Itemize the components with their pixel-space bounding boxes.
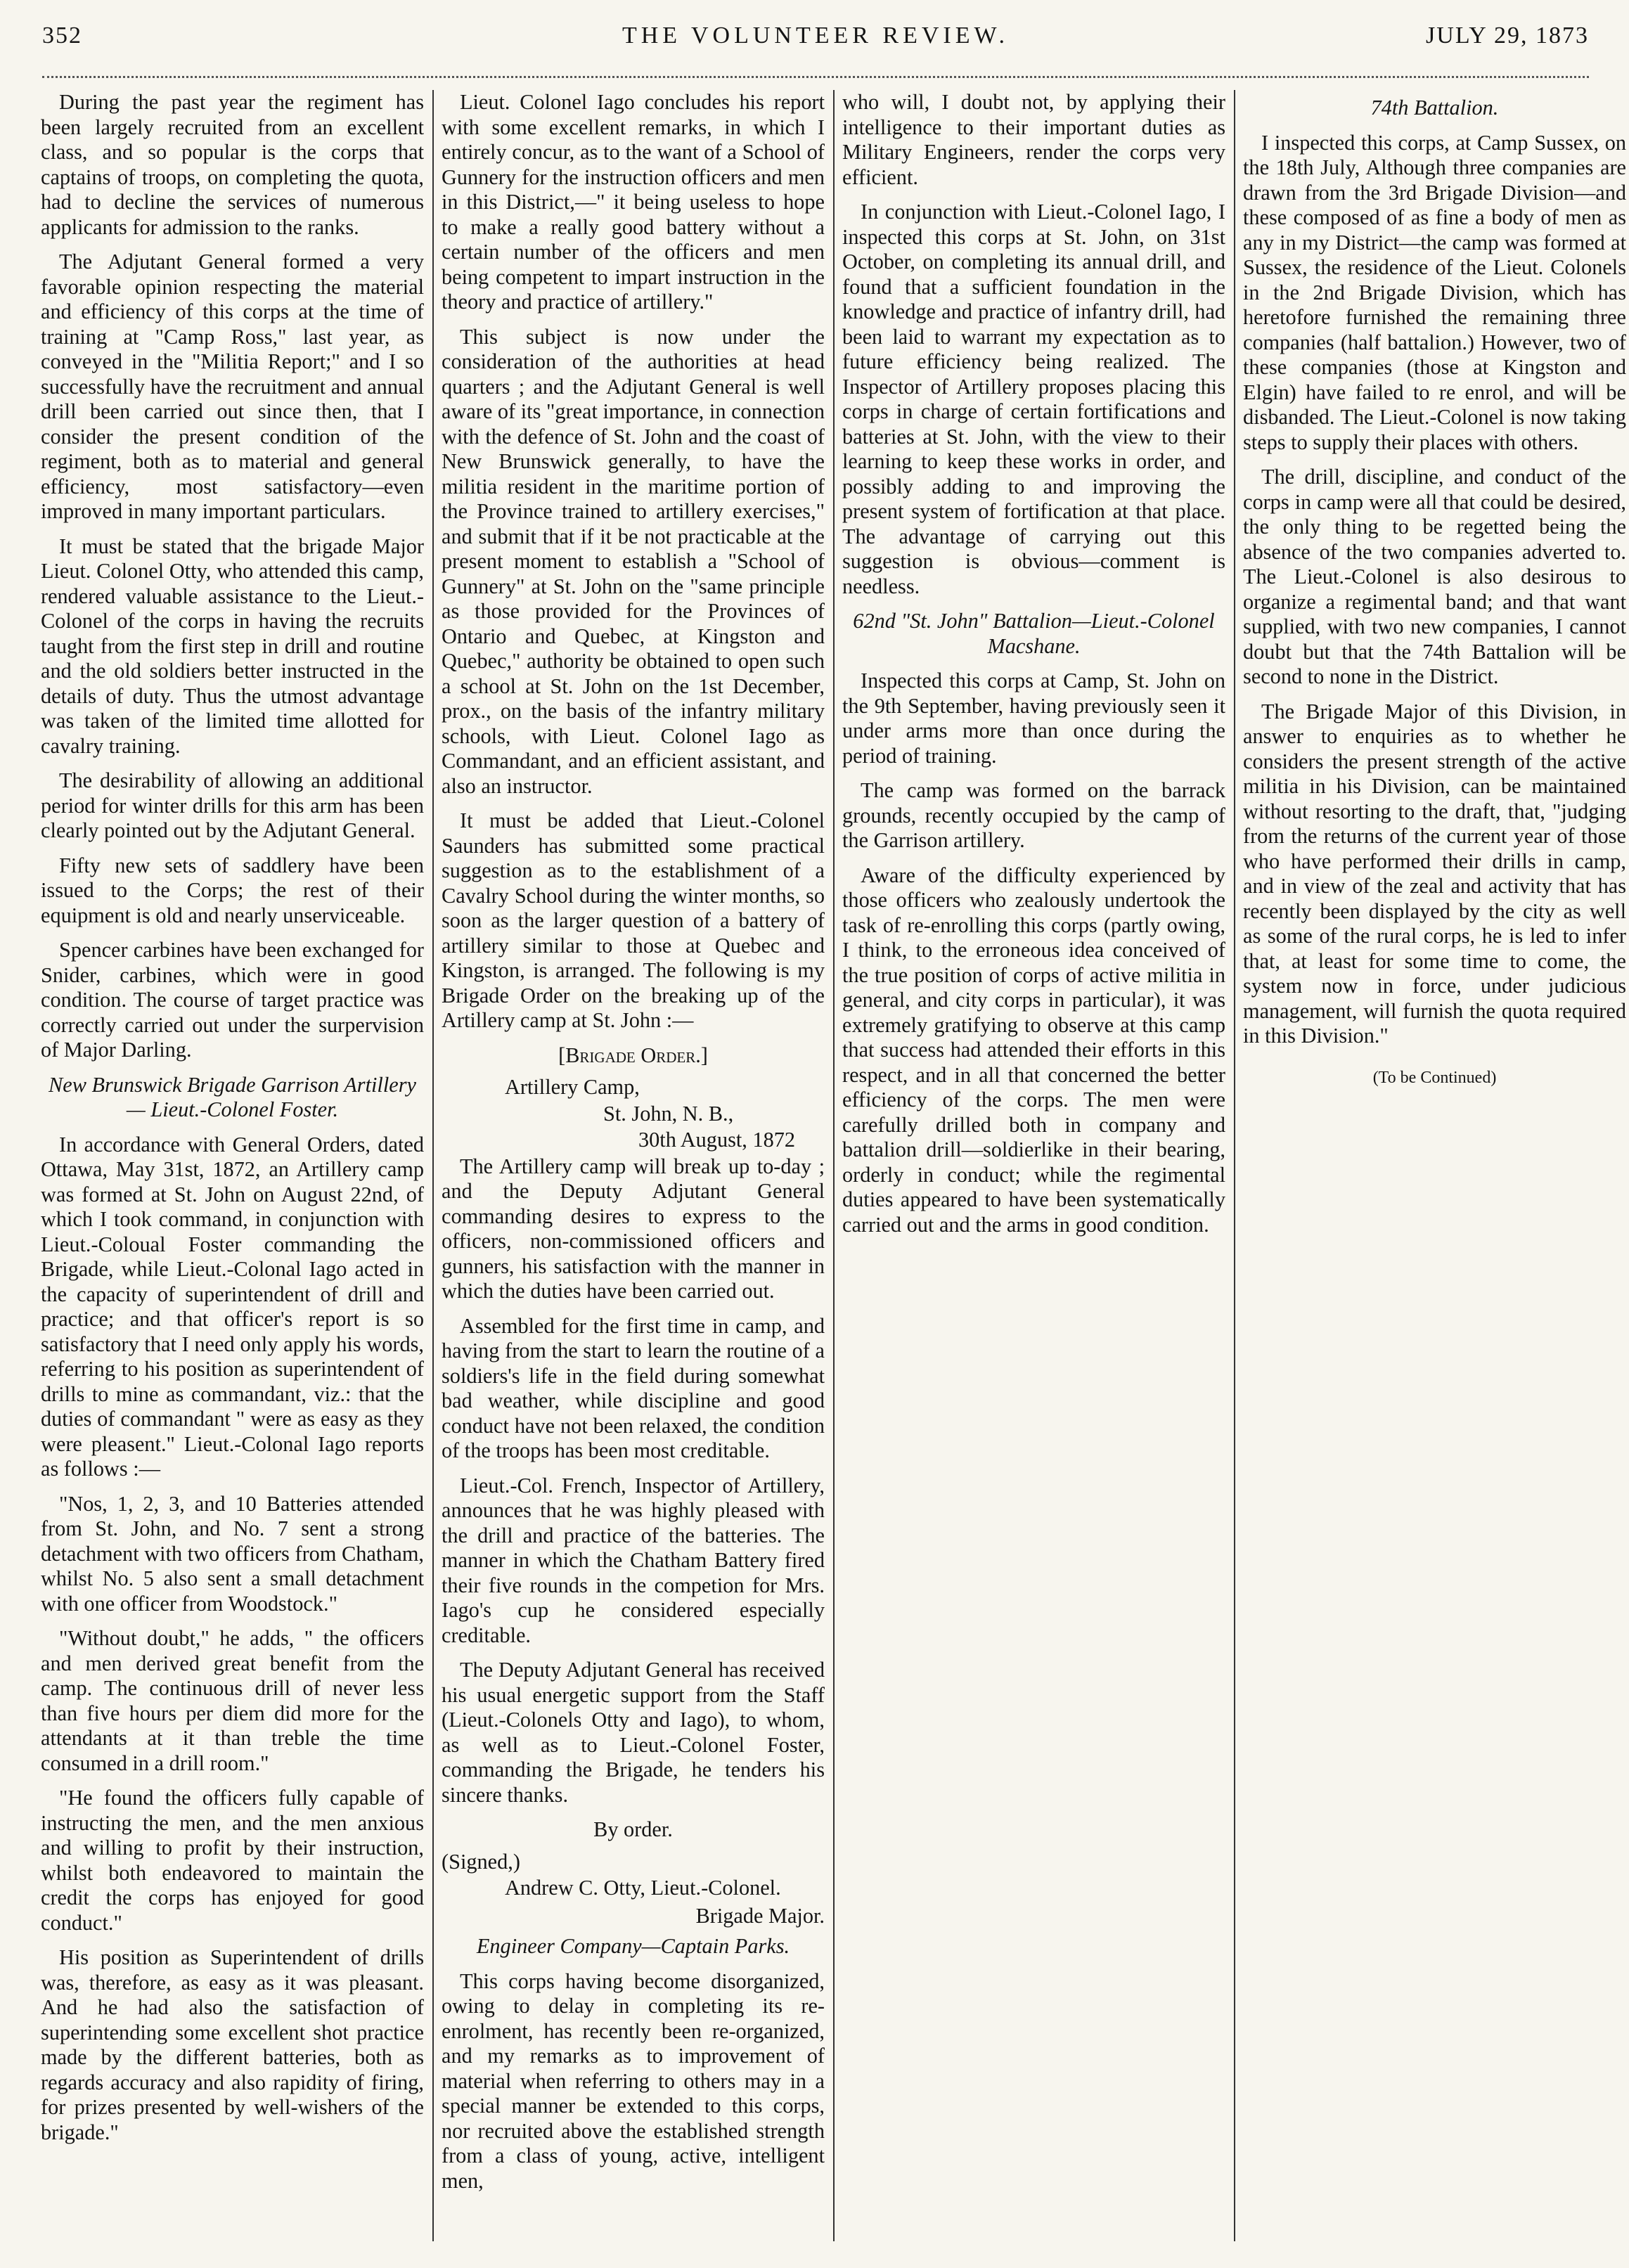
article-paragraph: In conjunction with Lieut.-Colonel Iago, I inspected this corps at St. John, on 31st October, on completing its annual drill, and found that a sufficient foundation in the knowledge and practice of infantry drill, had been laid to warrant my expectation as to future efficiency being realized. The Inspector of Artillery proposes placing this corps in charge of certain fortifications and batteries at St. John, with the view to their learning to keep these works in order, and possibly adding to and improving the present system of fortification at that place. The advantage of carrying out this suggestion is obvious—comment is needless. [842, 200, 1225, 598]
article-paragraph: 30th August, 1872 [638, 1128, 796, 1152]
column-divider [432, 90, 434, 2241]
article-paragraph: Aware of the difficulty experienced by those officers who zealously undertook the task of re-enrolling this corps (partly owing, I think, to the erroneous idea conceived of the true position of corps of active militia in general, and city corps in particular), it was extremely gratifying to observe at this camp that success had attended their efforts in this respect, and in all that concerned the better efficiency of the corps. The men were carefully drilled both in company and battalion drill—soldierlike in their bearing, orderly in conduct; while the regimental duties appeared to have been systematically carried out and the arms in good condition. [842, 863, 1225, 1237]
article-paragraph: This subject is now under the consideration of the authorities at head quarters ; and the Adjutant General is well aware of its "great importance, in connection with the defence of St. John and the coast of New Brunswick generally, to have the militia resident in the maritime portion of the Province trained to artillery exercises," and submit that if it be not practicable at the present moment to establish a "School of Gunnery" at St. John on the "same principle as those provided for the Provinces of Ontario and Quebec, at Kingston and Quebec," authority be obtained to open such a school at St. John on the 1st December, prox., on the basis of the infantry military schools, with Lieut. Colonel Iago as Commandant, and an efficient assistant, and also an instructor. [442, 324, 825, 798]
article-paragraph: The Adjutant General formed a very favorable opinion respecting the material and efficiency of this corps at the time of training at "Camp Ross," last year, as conveyed in the "Militia Report;" and I so successfully have the recruitment and annual drill been carried out since then, that I consider the present condition of the regiment, both as to material and general efficiency, most satisfactory—even improved in many important particulars. [41, 250, 424, 523]
article-paragraph: The drill, discipline, and conduct of the corps in camp were all that could be desired, the only thing to be regetted being the absence of the two companies adverted to. The Lieut.-Colonel is also desirous to organize a regimental band; and that want supplied, with two new companies, I cannot doubt but that the 74th Battalion will be second to none in the District. [1243, 465, 1626, 688]
article-paragraph: [Brigade Order.] [558, 1043, 708, 1067]
section-heading: Engineer Company—Captain Parks. [476, 1934, 790, 1958]
article-paragraph: I inspected this corps, at Camp Sussex, on the 18th July, Although three companies are drawn from the 3rd Brigade Division—and these composed of as fine a body of men as any in my District—the camp was formed at Sussex, the residence of the Lieut. Colonels in the 2nd Brigade Division, which has heretofore furnished the remaining three companies (half battalion.) However, two of these companies (those at Kingston and Elgin) have failed to re enrol, and will be disbanded. The Lieut.-Colonel is now taking steps to supply their places with others. [1243, 130, 1626, 454]
newspaper-title: THE VOLUNTEER REVIEW. [622, 22, 1009, 49]
article-column-4 [1243, 90, 1626, 2241]
article-paragraph: Brigade Major. [695, 1903, 825, 1928]
article-paragraph: (To be Continued) [1372, 1068, 1497, 1087]
article-column-3 [842, 90, 1225, 2241]
article-paragraph: who will, I doubt not, by applying their intelligence to their important duties as Military Engineers, render the corps very efficient. [842, 90, 1225, 189]
article-paragraph: The Artillery camp will break up to-day ; and the Deputy Adjutant General commanding desires to express to the officers, non-commissioned officers and gunners, his satisfaction with the manner in which the duties have been carried out. [442, 1154, 825, 1303]
article-paragraph: Artillery Camp, [505, 1075, 640, 1099]
article-column-1 [41, 90, 424, 2241]
article-paragraph: Lieut.-Col. French, Inspector of Artillery, announces that he was highly pleased with the drill and practice of the batteries. The manner in which the Chatham Battery fired their five rounds in the competion for Mrs. Iago's cup he considered especially creditable. [442, 1473, 825, 1647]
article-paragraph: Fifty new sets of saddlery have been issued to the Corps; the rest of their equipment is old and nearly unserviceable. [41, 853, 424, 927]
article-paragraph: The Brigade Major of this Division, in answer to enquiries as to whether he considers the present strength of the active militia in his Division, can be maintained without resorting to the draft, that, "judging from the returns of the current year of those who have performed their drills in camp, and in view of the zeal and activity that has recently been displayed by the city as well as some of the rural corps, he is led to infer that, at least for some time to come, the system now in force, under judicious management, will furnish the quota required in this Division." [1243, 699, 1626, 1048]
section-heading: New Brunswick Brigade Garrison Artillery— Lieut.-Colonel Foster. [49, 1072, 416, 1121]
article-paragraph: Assembled for the first time in camp, and having from the start to learn the routine of a soldiers's life in the field during somewhat bad weather, while discipline and good conduct have not been relaxed, the condition of the troops has been most creditable. [442, 1313, 825, 1462]
article-paragraph: This corps having become disorganized, owing to delay in completing its re-enrolment, has recently been re-organized, and my remarks as to improvement of material when referring to others may in a special manner be extended to this corps, nor recruited above the established strength from a class of young, active, intelligent men, [442, 1969, 825, 2193]
article-paragraph: "He found the officers fully capable of instructing the men, and the men anxious and willing to profit by their instruction, whilst both endeavored to maintain the credit the corps has enjoyed for good conduct." [41, 1786, 424, 1935]
article-paragraph: It must be added that Lieut.-Colonel Saunders has submitted some practical suggestion as to the establishment of a Cavalry School during the winter months, so soon as the larger question of a battery of artillery similar to those at Quebec and Kingston, is arranged. The following is my Brigade Order on the breaking up of the Artillery camp at St. John :— [442, 808, 825, 1032]
article-paragraph: "Without doubt," he adds, " the officers and men derived great benefit from the camp. The continuous drill of never less than five hours per diem did more for the attendants at it than treble the time consumed in a drill room." [41, 1626, 424, 1775]
article-paragraph: During the past year the regiment has been largely recruited from an excellent class, and so popular is the corps that captains of troops, on completing the quota, had to decline the services of numerous applicants for admission to the ranks. [41, 90, 424, 239]
column-divider [1234, 90, 1235, 2241]
article-column-2 [442, 90, 825, 2241]
article-paragraph: "Nos, 1, 2, 3, and 10 Batteries attended from St. John, and No. 7 sent a strong detachment with two officers from Chatham, whilst No. 5 also sent a small detachment with one officer from Woodstock." [41, 1491, 424, 1616]
article-paragraph: Spencer carbines have been exchanged for Snider, carbines, which were in good condition. The course of target practice was correctly carried out under the surpervision of Major Darling. [41, 938, 424, 1062]
article-paragraph: In accordance with General Orders, dated Ottawa, May 31st, 1872, an Artillery camp was formed at St. John on August 22nd, of which I took command, in conjunction with Lieut.-Coloual Foster commanding the Brigade, while Lieut.-Colonal Iago acted in the capacity of superintendent of drill and practice; and that officer's report is so satisfactory that I need only apply his words, referring to his position as superintendent of drills to mine as commandant, viz.: that the duties of commandant " were as easy as they were pleasent." Lieut.-Colonal Iago reports as follows :— [41, 1132, 424, 1481]
header-rule [42, 76, 1589, 78]
article-paragraph: By order. [593, 1817, 673, 1841]
article-paragraph: Inspected this corps at Camp, St. John on the 9th September, having previously seen it under arms more than once during the period of training. [842, 669, 1225, 768]
article-paragraph: It must be stated that the brigade Major Lieut. Colonel Otty, who attended this camp, rendered valuable assistance to the Lieut.-Colonel of the corps in having the recruits taught from the first step in drill and routine and the old soldiers better instructed in the details of duty. Thus the utmost advantage was taken of the limited time allotted for cavalry training. [41, 534, 424, 758]
column-divider [833, 90, 835, 2241]
article-paragraph: The Deputy Adjutant General has received his usual energetic support from the Staff (Lieut.-Colonels Otty and Iago), to whom, as well as to Lieut.-Colonel Foster, commanding the Brigade, he tenders his sincere thanks. [442, 1658, 825, 1807]
section-heading: 62nd "St. John" Battalion—Lieut.-Colonel Macshane. [853, 609, 1215, 658]
masthead [42, 13, 1589, 62]
section-heading: 74th Battalion. [1370, 96, 1499, 120]
article-paragraph: The camp was formed on the barrack grounds, recently occupied by the camp of the Garrison artillery. [842, 778, 1225, 852]
issue-date: JULY 29, 1873 [1426, 22, 1589, 49]
article-paragraph: St. John, N. B., [603, 1101, 734, 1126]
article-paragraph: The desirability of allowing an additional period for winter drills for this arm has been clearly pointed out by the Adjutant General. [41, 768, 424, 842]
page-number: 352 [42, 22, 82, 49]
article-paragraph: His position as Superintendent of drills was, therefore, as easy as it was pleasant. And he had also the satisfaction of superintending some excellent shot practice made by the different batteries, both as regards accuracy and also rapidity of firing, for prizes presented by well-wishers of the brigade." [41, 1945, 424, 2144]
article-paragraph: Andrew C. Otty, Lieut.-Colonel. [505, 1876, 781, 1900]
article-paragraph: (Signed,) [442, 1849, 520, 1874]
article-paragraph: Lieut. Colonel Iago concludes his report with some excellent remarks, in which I entirely concur, as to the want of a School of Gunnery for the instruction officers and men in this District,—" it being useless to hope to make a really good battery without a certain number of the officers and men being competent to impart instruction in the theory and practice of artillery." [442, 90, 825, 314]
